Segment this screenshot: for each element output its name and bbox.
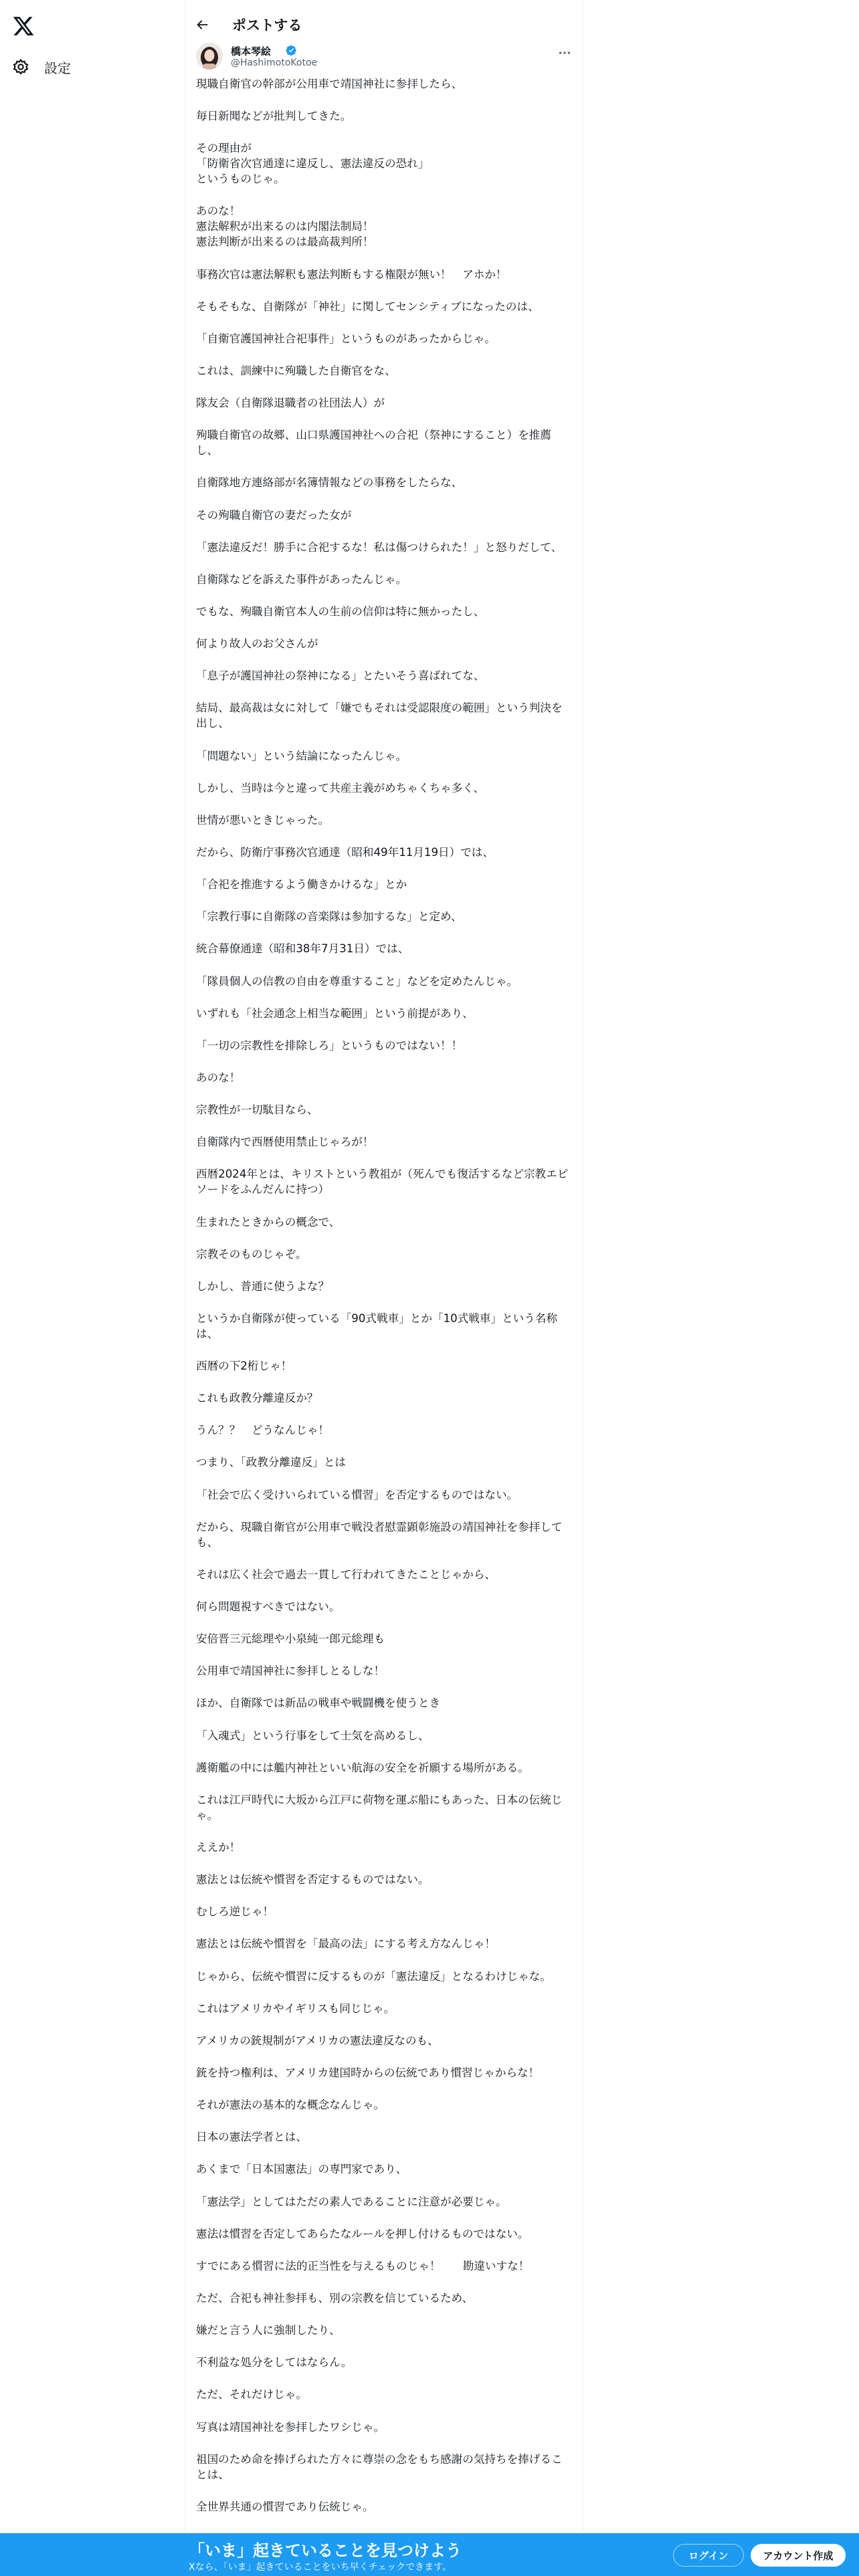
more-icon[interactable]: [557, 45, 572, 60]
post-line: 西暦の下2桁じゃ！: [196, 1360, 292, 1373]
post-line: 統合幕僚通達（昭和38年7月31日）では、: [196, 942, 409, 956]
post-line: 安倍晋三元総理や小泉純一郎元総理も: [196, 1632, 385, 1646]
post-line: これはアメリカやイギリスも同じじゃ。: [196, 2002, 395, 2015]
post-line: 「憲法学」としてはただの素人であることに注意が必要じゃ。: [196, 2195, 507, 2208]
gear-icon: [12, 58, 29, 76]
post-line: 西暦2024年とは、キリストという教祖が（死んでも復活するなど宗教エピソードをふんだんに持つ）: [196, 1168, 569, 1196]
banner-subtitle: Xなら、「いま」起きていることをいち早くチェックできます。: [189, 2562, 452, 2573]
post-line: それは広く社会で過去一貫して行われてきたことじゃから、: [196, 1568, 496, 1581]
post-line: だから、防衛庁事務次官通達（昭和49年11月19日）では、: [196, 845, 494, 859]
post-line: そもそもな、自衛隊が「神社」に関してセンシティブになったのは、: [196, 300, 539, 313]
post-line: 「一切の宗教性を排除しろ」というものではない！！: [196, 1039, 463, 1052]
post-line: しかし、普通に使うよな？: [196, 1279, 330, 1293]
post-line: 「宗教行事に自衛隊の音楽隊は参加するな」と定め、: [196, 910, 462, 924]
post-line: 生まれたときからの概念で、: [196, 1215, 341, 1228]
post-line: というものじゃ。: [196, 173, 285, 186]
post-line: 憲法解釈が出来るのは内閣法制局！: [196, 220, 374, 233]
post-line: あのな！: [196, 205, 241, 218]
post-line: 宗教そのものじゃぞ。: [196, 1247, 307, 1261]
post-line: ええか！: [196, 1841, 241, 1854]
post-line: 何ら問題視すべきではない。: [196, 1600, 341, 1614]
post-line: アメリカの銃規制がアメリカの憲法違反なのも、: [196, 2034, 439, 2047]
author-handle[interactable]: @HashimotoKotoe: [231, 58, 318, 68]
post-line: 憲法は慣習を否定してあらたなルールを押し付けるものではない。: [196, 2227, 529, 2240]
post-line: いずれも「社会通念上相当な範囲」という前提があり、: [196, 1006, 474, 1020]
post-line: 憲法とは伝統や慣習を否定するものではない。: [196, 1873, 430, 1887]
post-line: 「入魂式」という行事をして士気を高めるし、: [196, 1729, 430, 1742]
post-line: 事務次官は憲法解釈も憲法判断もする権限が無い！ アホか！: [196, 267, 507, 281]
post-line: というか自衛隊が使っている「90式戦車」とか「10式戦車」という名称は、: [196, 1311, 558, 1340]
post-line: 宗教性が一切駄目なら、: [196, 1103, 318, 1117]
main-column: [185, 0, 583, 2576]
avatar[interactable]: [196, 43, 223, 70]
signup-button[interactable]: アカウント作成: [751, 2544, 846, 2567]
post-line: 不利益な処分をしてはならん。: [196, 2356, 353, 2369]
post-line: 世情が悪いときじゃった。: [196, 813, 330, 827]
post-line: 「防衛省次官通達に違反し、憲法違反の恐れ」: [196, 157, 430, 171]
post-line: 隊友会（自衛隊退職者の社団法人）が: [196, 397, 385, 410]
post-line: 「憲法違反だ！勝手に合祀するな！私は傷つけられた！」と怒りだして、: [196, 540, 563, 554]
x-logo-icon[interactable]: [12, 15, 35, 37]
post-line: うん？？ どうなんじゃ！: [196, 1424, 330, 1437]
verified-icon: [286, 45, 297, 56]
post-line: 銃を持つ権利は、アメリカ建国時からの伝統であり慣習じゃからな！: [196, 2066, 540, 2080]
settings-label: 設定: [44, 60, 71, 76]
post-line: 自衛隊内で西暦使用禁止じゃろが！: [196, 1136, 374, 1149]
post-line: 日本の憲法学者とは、: [196, 2131, 307, 2144]
post-line: 「息子が護国神社の祭神になる」とたいそう喜ばれてな、: [196, 669, 485, 683]
post-line: 「社会で広く受けいられている慣習」を否定するものではない。: [196, 1488, 518, 1501]
post-line: 自衛隊などを訴えた事件があったんじゃ。: [196, 572, 407, 586]
post-line: しかし、当時は今と違って共産主義がめちゃくちゃ多く、: [196, 781, 485, 794]
login-button[interactable]: ログイン: [673, 2544, 744, 2567]
page-title: ポストする: [232, 17, 302, 33]
back-arrow-icon[interactable]: [195, 17, 209, 32]
post-line: あのな！: [196, 1071, 241, 1084]
post-line: でもな、殉職自衛官本人の生前の信仰は特に無かったし、: [196, 605, 485, 618]
left-navigation: [0, 0, 185, 2576]
post-line: これも政教分離違反か？: [196, 1392, 318, 1405]
post-line: その殉職自衛官の妻だった女が: [196, 508, 352, 522]
post-line: 憲法判断が出来るのは最高裁判所！: [196, 235, 374, 249]
post-line: 護衛艦の中には艦内神社といい航海の安全を祈願する場所がある。: [196, 1761, 529, 1774]
post-line: 全世界共通の慣習であり伝統じゃ。: [196, 2500, 374, 2513]
author-name[interactable]: 橋本琴絵: [231, 45, 272, 58]
post-line: ただ、それだけじゃ。: [196, 2388, 307, 2401]
banner-title: 「いま」起きていることを見つけよう: [189, 2541, 462, 2560]
post-line: 憲法とは伝統や慣習を「最高の法」にする考え方なんじゃ！: [196, 1937, 496, 1951]
post-line: つまり、「政教分離違反」とは: [196, 1456, 347, 1469]
post-line: 殉職自衛官の故郷、山口県護国神社への合祀（祭神にすること）を推薦し、: [196, 429, 551, 457]
post-line: 何より故人のお父さんが: [196, 637, 318, 651]
post-line: 結局、最高裁は女に対して「嫌でもそれは受認限度の範囲」という判決を出し、: [196, 702, 563, 730]
post-line: すでにある慣習に法的正当性を与えるものじゃ！ 勘違いすな！: [196, 2259, 530, 2272]
post-line: これは、訓練中に殉職した自衛官をな、: [196, 364, 396, 377]
post-line: 自衛隊地方連絡部が名簿情報などの事務をしたらな、: [196, 476, 463, 490]
post-line: 現職自衛官の幹部が公用車で靖国神社に参拝したら、: [196, 78, 463, 90]
post-line: 「自衛官護国神社合祀事件」というものがあったからじゃ。: [196, 332, 496, 345]
post-line: 嫌だと言う人に強制したり、: [196, 2324, 341, 2337]
post-line: 毎日新聞などが批判してきた。: [196, 110, 352, 123]
post-line: だから、現職自衛官が公用車で戦没者慰霊顕彰施設の靖国神社を参拝しても、: [196, 1520, 563, 1549]
post-author: [196, 43, 572, 72]
post-line: 公用車で靖国神社に参拝しとるしな！: [196, 1665, 385, 1678]
post-line: ほか、自衛隊では新品の戦車や戦闘機を使うとき: [196, 1697, 441, 1710]
post-line: じゃから、伝統や慣習に反するものが「憲法違反」となるわけじゃな。: [196, 1969, 551, 1983]
post-line: その理由が: [196, 142, 252, 155]
post-line: これは江戸時代に大坂から江戸に荷物を運ぶ船にもあった、日本の伝統じゃ。: [196, 1793, 563, 1822]
post-line: それが憲法の基本的な概念なんじゃ。: [196, 2099, 385, 2112]
post-line: 「隊員個人の信教の自由を尊重すること」などを定めたんじゃ。: [196, 974, 518, 988]
post-line: 「問題ない」という結論になったんじゃ。: [196, 749, 407, 762]
post-line: 「合祀を推進するよう働きかけるな」とか: [196, 878, 407, 891]
post-line: 祖国のため命を捧げられた方々に尊崇の念をもち感謝の気持ちを捧げることは、: [196, 2452, 563, 2481]
settings-nav-item[interactable]: [12, 53, 71, 80]
post-line: あくまで「日本国憲法」の専門家であり、: [196, 2163, 407, 2176]
post-line: ただ、合祀も神社参拝も、別の宗教を信じているため、: [196, 2292, 474, 2304]
signup-banner: [0, 2533, 859, 2576]
post-line: 写真は靖国神社を参拝したワシじゃ。: [196, 2420, 385, 2434]
post-line: むしろ逆じゃ！: [196, 1905, 274, 1919]
